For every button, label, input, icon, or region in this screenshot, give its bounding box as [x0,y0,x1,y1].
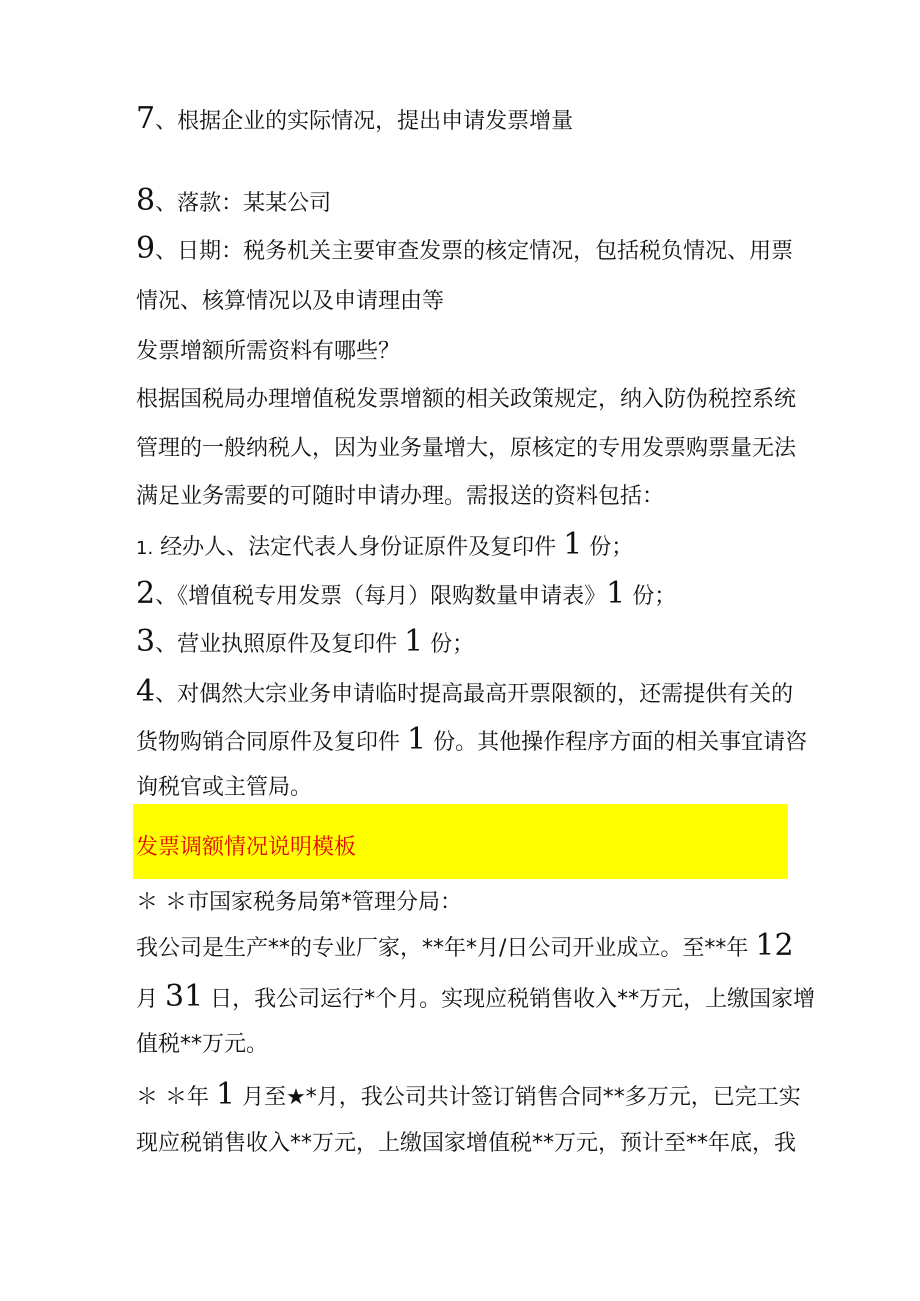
line-text: 询税官或主管局。 [136,775,313,800]
line-text: 我公司是生产**的专业厂家，**年*月/日公司开业成立。至**年 [136,936,756,961]
line-text: 、落款：某某公司 [155,191,332,216]
line-text: 根据国税局办理增值税发票增额的相关政策规定，纳入防伪税控系统 [136,387,797,412]
line-text: 现应税销售收入**万元，上缴国家增值税**万元，预计至**年底，我 [136,1131,797,1156]
count-number: 1 [407,722,427,757]
date-number: 12 [755,928,794,963]
list-item [136,624,796,660]
line-text: ＊ ＊市国家税务局第*管理分局： [136,890,462,915]
line-text: 、营业执照原件及复印件 [155,632,405,657]
line-text: 日，我公司运行*个月。实现应税销售收入**万元，上缴国家增 [203,987,816,1012]
paragraph-line [136,1030,796,1060]
paragraph-line [136,888,796,918]
section-question [136,337,796,367]
line-text: 份。其他操作程序方面的相关事宜请咨 [426,730,808,755]
count-number: 1 [606,576,626,611]
paragraph-line [136,101,796,137]
line-text: 经办人、法定代表人身份证原件及复印件 [153,535,564,560]
line-text: 值税**万元。 [136,1032,269,1057]
paragraph-line [136,385,796,415]
line-text: 、根据企业的实际情况，提出申请发票增量 [155,109,574,134]
list-item [136,527,796,564]
item-number: 1. [136,538,154,559]
date-number: 31 [165,979,204,1014]
line-text: 管理的一般纳税人，因为业务量增大，原核定的专用发票购票量无法 [136,436,797,461]
line-text: 、对偶然大宗业务申请临时提高最高开票限额的，还需提供有关的 [155,682,794,707]
paragraph-line [136,979,816,1015]
item-number: 3 [136,624,156,659]
line-text: 发票增额所需资料有哪些？ [136,339,401,364]
paragraph-line [136,722,808,758]
list-item [136,674,796,710]
line-text: 情况、核算情况以及申请理由等 [136,289,445,314]
item-number: 2 [136,576,156,611]
paragraph-line [136,287,796,317]
count-number: 1 [563,527,583,562]
paragraph-line [136,928,796,964]
item-number: 4 [136,674,156,709]
item-number: 7 [136,101,156,136]
paragraph-line [136,1129,796,1159]
paragraph-line [136,434,796,464]
item-number: 9 [136,231,156,266]
line-text: 月 [136,987,165,1012]
line-text: 满足业务需要的可随时申请办理。需报送的资料包括： [136,484,665,509]
line-text: 、日期：税务机关主要审查发票的核定情况，包括税负情况、用票 [155,239,794,264]
line-text: 货物购销合同原件及复印件 [136,730,407,755]
section-heading: 发票调额情况说明模板 [136,835,357,860]
list-item [136,576,796,612]
item-number: 8 [136,183,156,218]
line-text: 份； [582,535,634,560]
paragraph-line [136,183,796,219]
paragraph-line [136,482,796,512]
line-text: 份； [423,632,475,657]
paragraph-line [136,1077,801,1113]
paragraph-line [136,773,796,803]
paragraph-line [136,231,796,267]
line-text: 份； [625,584,677,609]
line-text: 、《增值税专用发票（每月）限购数量申请表》 [155,584,607,609]
count-number: 1 [404,624,424,659]
line-text: ＊ ＊年 [136,1085,216,1110]
line-text: 月至★*月，我公司共计签订销售合同**多万元，已完工实 [235,1085,801,1110]
date-number: 1 [216,1077,236,1112]
